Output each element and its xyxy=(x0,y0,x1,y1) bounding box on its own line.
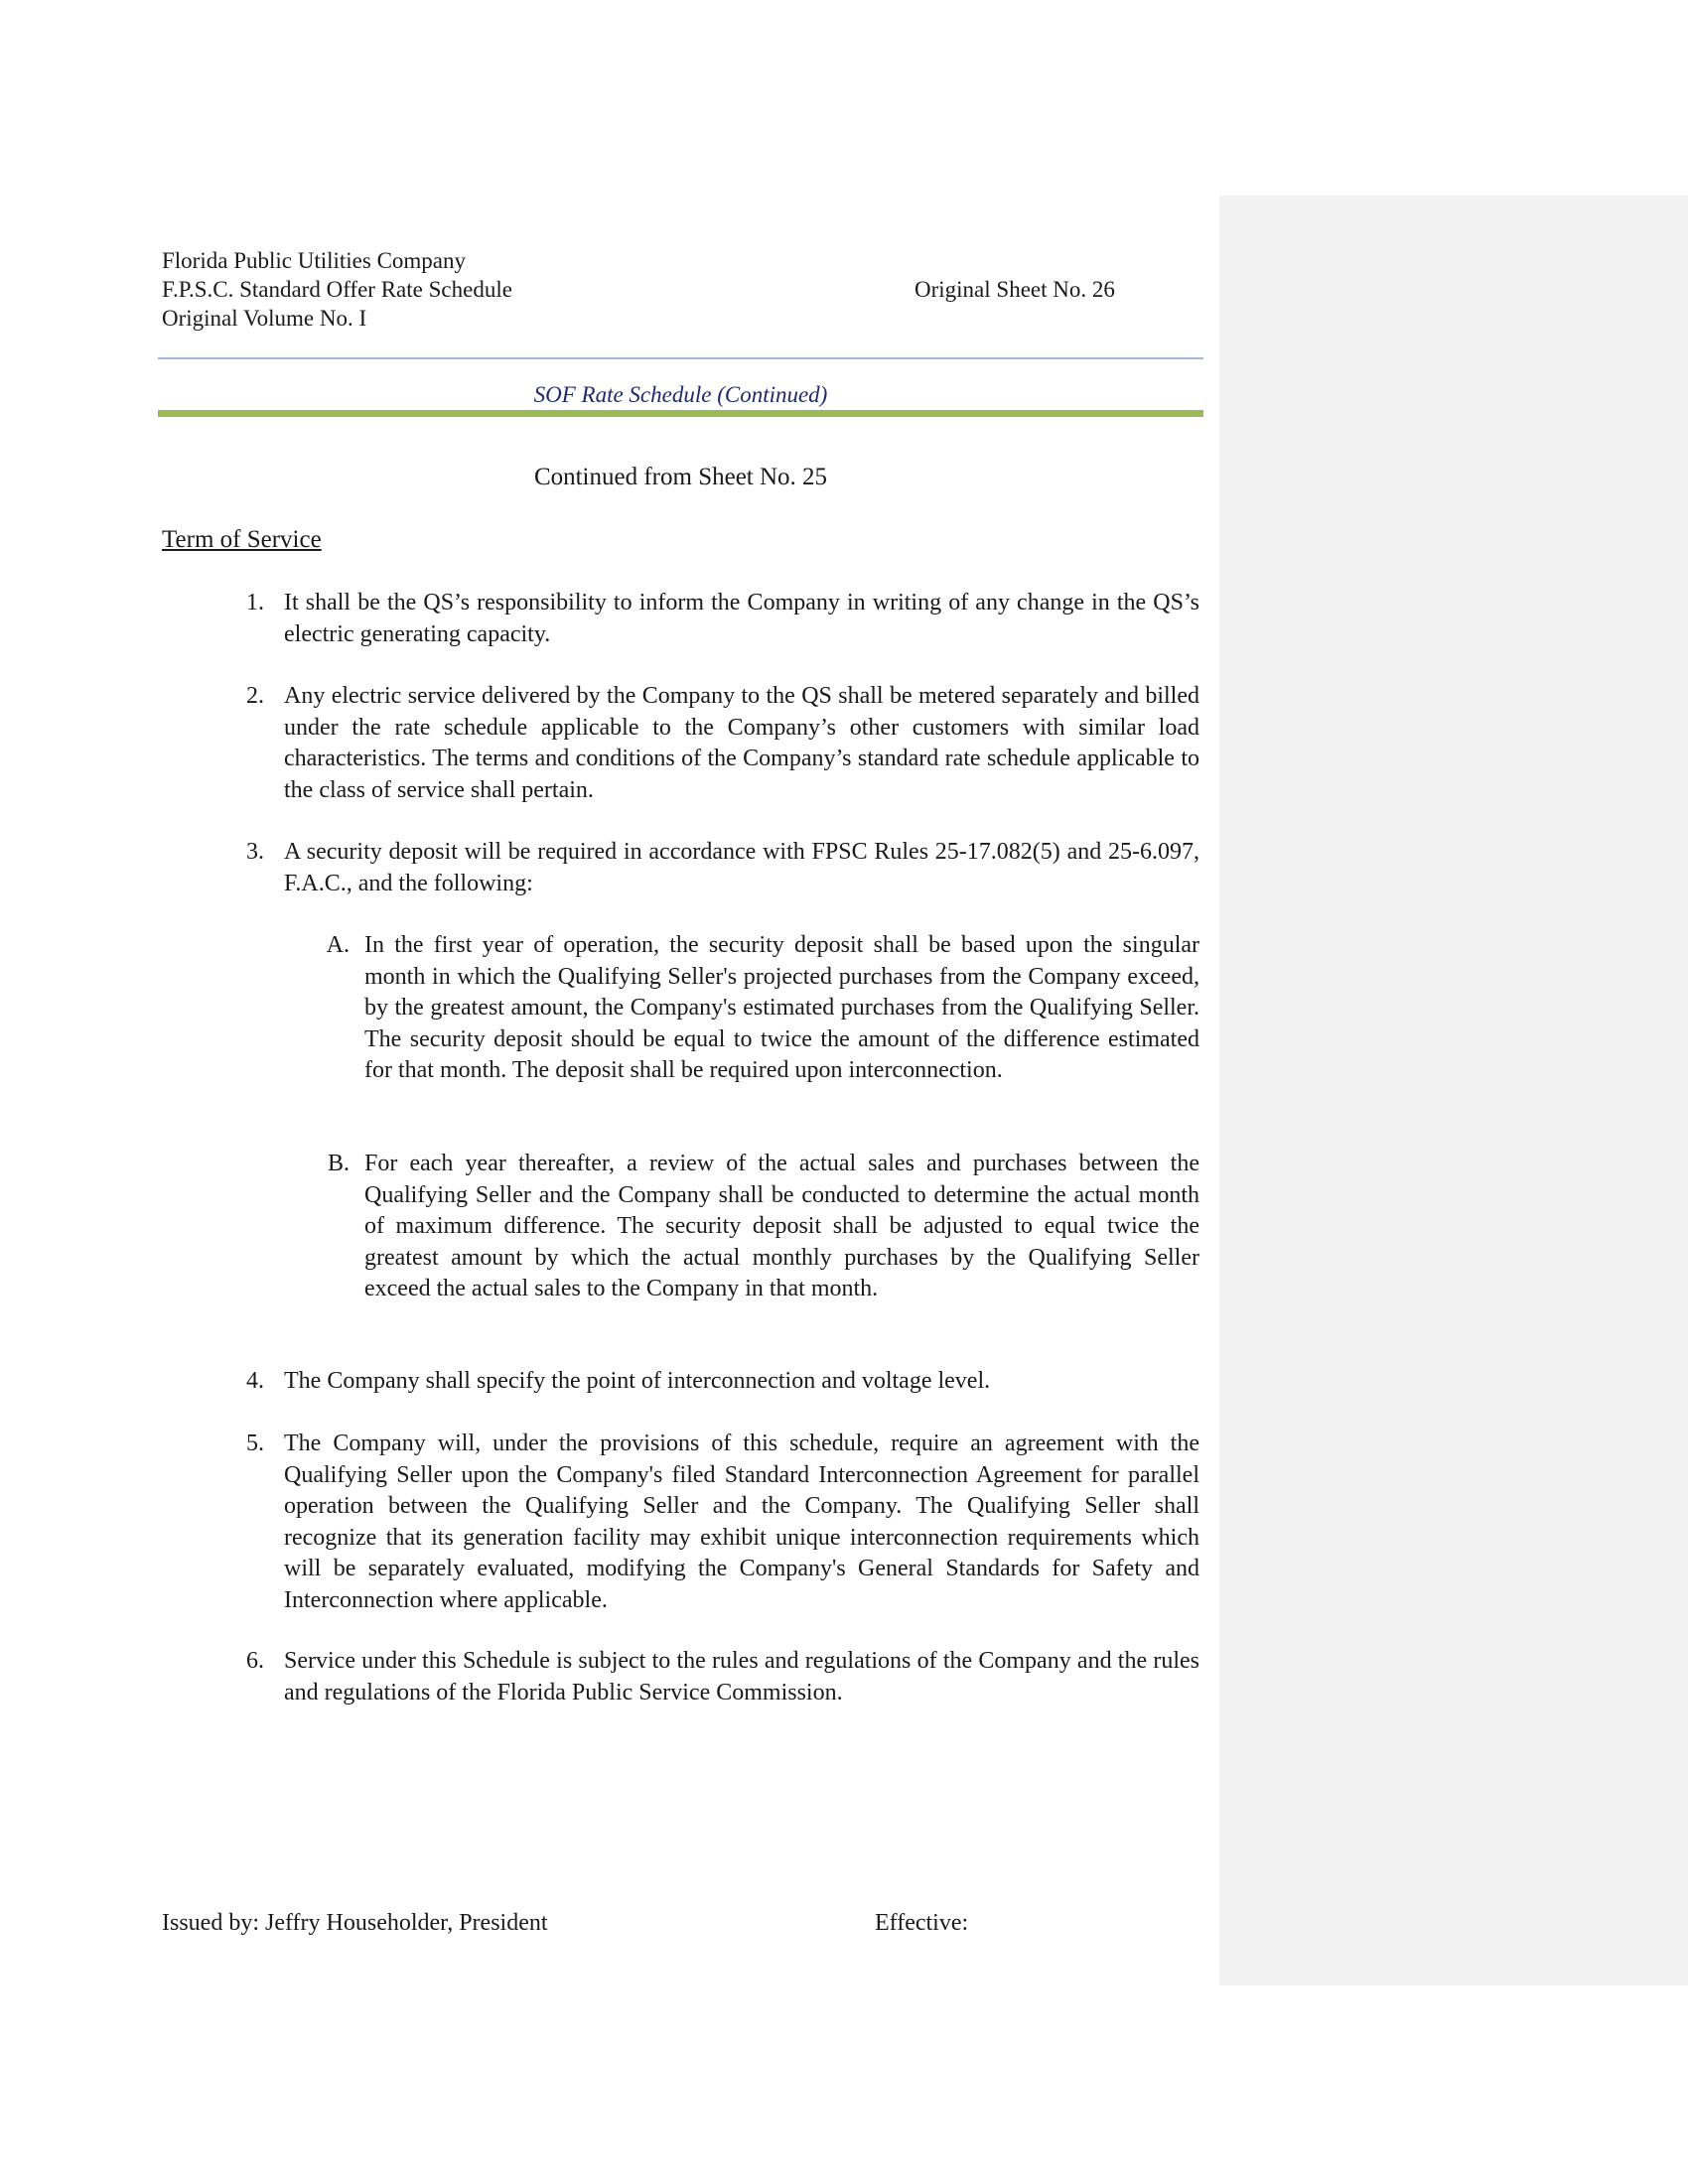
list-item xyxy=(0,588,1203,651)
item-number: 5. xyxy=(246,1431,264,1456)
subitem-letter: A. xyxy=(326,932,350,958)
section-title: Term of Service xyxy=(162,526,322,553)
list-item xyxy=(0,837,1203,900)
banner-divider xyxy=(158,410,1203,417)
header-divider xyxy=(158,357,1203,359)
continued-from: Continued from Sheet No. 25 xyxy=(533,464,828,490)
subitem-text: For each year thereafter, a review of the actual sales and purchases between the Qualifying Seller and the Company shall be conducted to determine the actual month of maximum difference. The security deposit shall be adjusted to equal twice the greatest amount by which the actual monthly purchases by the Qualifying Seller exceed the actual sales to the Company in that month. xyxy=(364,1151,1199,1301)
sheet-number: Original Sheet No. 26 xyxy=(914,277,1115,302)
item-text: It shall be the QS’s responsibility to inform the Company in writing of any change in the QS’s electric generating capacity. xyxy=(284,590,1199,647)
schedule-banner: SOF Rate Schedule (Continued) xyxy=(533,382,828,407)
sub-list-item xyxy=(0,930,1203,1119)
item-number: 1. xyxy=(246,590,264,615)
subitem-letter: B. xyxy=(327,1151,350,1176)
list-item xyxy=(0,1429,1203,1617)
item-text: Any electric service delivered by the Company to the QS shall be metered separately and billed under the rate schedule applicable to the Company’s other customers with similar load characteristics. The terms and conditions of the Company’s standard rate schedule applicable to the class of service shall pertain. xyxy=(284,683,1199,803)
list-item xyxy=(0,1646,1203,1709)
company-name: Florida Public Utilities Company xyxy=(162,248,467,273)
item-text: A security deposit will be required in accordance with FPSC Rules 25-17.082(5) and 25-6.097, F.A.C., and the following: xyxy=(284,839,1199,896)
effective-date: Effective: xyxy=(875,1910,969,1936)
item-number: 6. xyxy=(246,1648,264,1674)
issued-by: Issued by: Jeffry Householder, President xyxy=(162,1910,548,1936)
list-item xyxy=(0,1366,1203,1398)
item-number: 4. xyxy=(246,1368,264,1394)
comment-pane xyxy=(1219,196,1688,1985)
item-number: 3. xyxy=(246,839,264,865)
item-text: The Company will, under the provisions of this schedule, require an agreement with the Qualifying Seller upon the Company's filed Standard Interconnection Agreement for parallel operation between the Qualifying Seller and the Company. The Qualifying Seller shall recognize that its generation facility may exhibit unique interconnection requirements which will be separately evaluated, modifying the Company's General Standards for Safety and Interconnection where applicable. xyxy=(284,1431,1199,1613)
schedule-name: F.P.S.C. Standard Offer Rate Schedule xyxy=(162,277,512,302)
item-text: The Company shall specify the point of interconnection and voltage level. xyxy=(284,1368,991,1394)
sub-list-item xyxy=(0,1149,1203,1337)
subitem-text: In the first year of operation, the security deposit shall be based upon the singular month in which the Qualifying Seller's projected purchases from the Company exceed, by the greatest amount, the Company's estimated purchases from the Qualifying Seller. The security deposit should be equal to twice the amount of the difference estimated for that month. The deposit shall be required upon interconnection. xyxy=(364,932,1199,1083)
header-left xyxy=(162,246,512,333)
list-item xyxy=(0,681,1203,808)
item-number: 2. xyxy=(246,683,264,709)
item-text: Service under this Schedule is subject to the rules and regulations of the Company and the rules and regulations of the Florida Public Service Commission. xyxy=(284,1648,1199,1706)
volume-number: Original Volume No. I xyxy=(162,306,367,331)
